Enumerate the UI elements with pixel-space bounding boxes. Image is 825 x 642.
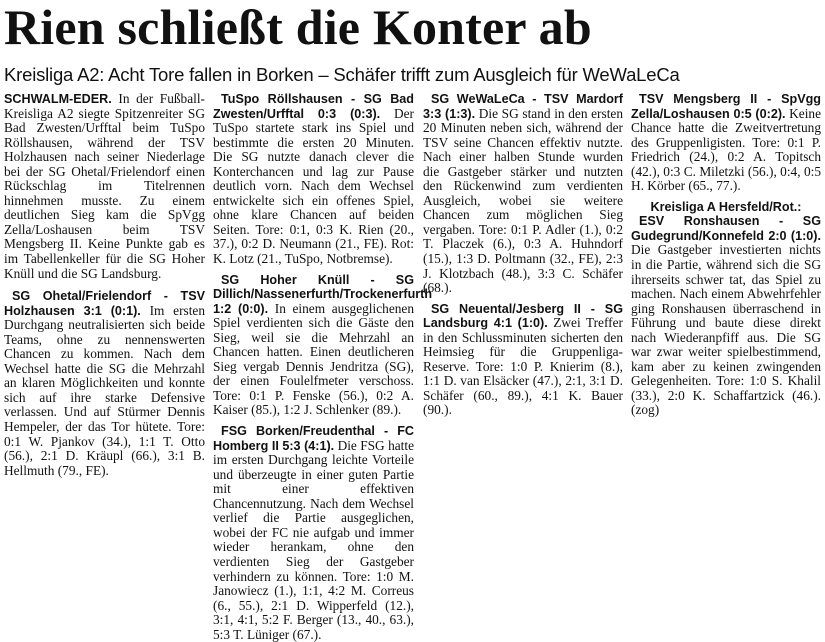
intro-text: In der Fußball-Kreisliga A2 siegte Spitzenreiter SG Bad Zwesten/Urfftal beim TuSpo Röllshausen, während der TSV Holzhausen nach seiner Niederlage bei der SG Ohetal/Frielendorf einen Rückschlag im Titelrennen hinnehmen musste. Zu einem deutlichen Sieg kam die SpVgg Zella/Loshausen beim TSV Mengsberg II. Keine Punkte gab es im Tabellenkeller für die SG Hoher Knüll und die SG Landsburg.: [4, 91, 205, 281]
report-ronshausen: [631, 214, 821, 418]
report-heading: SG Neuental/Jesberg II - SG Landsburg 4:1 (1:0).: [423, 301, 623, 331]
report-heading: SG Ohetal/Frielendorf - TSV Holzhausen 3:1 (0:1).: [4, 289, 205, 318]
report-heading: TSV Mengsberg II - SpVgg Zella/Loshausen 0:5 (0:2).: [631, 92, 821, 121]
column-3: [423, 92, 623, 553]
section-label: [631, 200, 821, 215]
report-text: Die SG stand in den ersten 20 Minuten neben sich, während der TSV seine Chancen effektiv nutzte. Nach einer halben Stunde wurden die Gastgeber stärker und nutzten den Rückenwind zum verdienten Ausgleich, wobei sie weitere Chancen zum möglichen Sieg vergaben. Tore: 0:1 P. Adler (1.), 0:2 T. Placzek (6.), 0:3 A. Huhndorf (15.), 1:3 D. Poltmann (32., FE), 2:3 J. Klotzbach (48.), 3:3 C. Schäfer (68.).: [423, 105, 623, 296]
report-wewaleca: [423, 92, 623, 296]
subheadline: Kreisliga A2: Acht Tore fallen in Borken – Schäfer trifft zum Ausgleich für WeWaLeCa: [4, 64, 680, 85]
dateline: SCHWALM-EDER.: [4, 92, 112, 106]
report-text: In einem ausgeglichenen Spiel verdienten sich die Gäste den Sieg, weil sie die Mehrzahl an Chancen hatten. Einen deutlicheren Sieg vergab Dennis Jendritza (SG), der einen Foulelfmeter verschoss. Tore: 0:1 P. Fenske (56.), 0:2 A. Kaiser (85.), 1:2 J. Schlenker (89.).: [213, 300, 415, 418]
report-heading: FSG Borken/Freudenthal - FC Homberg II 5:3 (4:1).: [213, 424, 414, 453]
report-text: Zwei Treffer in den Schlussminuten sicherten den Heimsieg für die Gruppenliga-Reserve. Tore: 1:0 P. Knierim (8.), 1:1 D. van Elsäcker (47.), 2:1, 3:1 D. Schäfer (60., 89.), 4:1 K. Bauer (90.).: [423, 315, 623, 418]
report-text: Die Gastgeber investierten nichts in die Partie, während sich die SG ihrerseits schwer tat, das Spiel zu machen. Nach einem Abwehrfehler ging Ronshausen überraschend in Führung und baute diese direkt nach Wiederanpfiff aus. Die SG war zwar weiter spielbestimmend, kam aber zu keinen zwingenden Gelegenheiten. Tore: 1:0 S. Khalil (33.), 2:0 K. Schaffartzick (46.). (zog): [631, 242, 821, 418]
report-text: Die FSG hatte im ersten Durchgang leichte Vorteile und überzeugte in einer guten Partie mit einer effektiven Chancennutzung. Nach dem Wechsel verlief die Partie ausgeglichen, wobei der FC nie aufgab und immer wieder herankam, ohne den verdienten Sieg der Gastgeber verhindern zu können. Tore: 1:0 M. Janowiecz (1.), 1:1, 4:2 M. Correus (6., 55.), 2:1 D. Wipperfeld (12.), 3:1, 4:1, 5:2 F. Berger (13., 40., 63.), 5:3 T. Lüniger (67.).: [213, 437, 414, 642]
report-heading: SG Hoher Knüll - SG Dillich/Nassenerfurth/Trockenerfurth 1:2 (0:0).: [213, 272, 433, 316]
report-mengsberg: [631, 92, 821, 194]
headline: Rien schließt die Konter ab: [4, 0, 592, 55]
report-heading: TuSpo Röllshausen - SG Bad Zwesten/Urfftal 0:3 (0:3).: [213, 92, 414, 121]
report-borken: [213, 424, 414, 642]
report-ohetal: [4, 289, 205, 478]
column-1: [4, 92, 205, 553]
column-4: [631, 92, 821, 553]
report-hoher-knuell: [213, 272, 433, 418]
report-text: Keine Chance hatte die Zweitvertretung des Gruppenligisten. Tore: 0:1 P. Friedrich (24.), 0:2 A. Topitsch (42.), 0:3 C. Miletzki (56.), 0:4, 0:5 H. Körber (65., 77.).: [631, 105, 822, 194]
report-heading: SG WeWaLeCa - TSV Mardorf 3:3 (1:3).: [423, 92, 623, 121]
column-2: [213, 92, 433, 642]
report-neuental: [423, 302, 623, 418]
report-roellshausen: [213, 92, 414, 267]
report-text: Im ersten Durchgang neutralisierten sich beide Teams, ohne zu nennenswerten Chancen zu kommen. Nach dem Wechsel hatte die SG die Mehrzahl an klaren Möglichkeiten und konnte sich auf ihre starke Defensive verlassen. Und auf Stürmer Dennis Hempeler, der das Tor hütete. Tore: 0:1 W. Pjankov (34.), 1:1 T. Otto (56.), 2:1 D. Kräupl (66.), 3:1 B. Hellmuth (79., FE).: [4, 302, 206, 478]
report-text: Der TuSpo startete stark ins Spiel und bestimmte die ersten 20 Minuten. Die SG nutzte danach clever die Konterchancen und lag zur Pause deutlich vorn. Nach dem Wechsel entwickelte sich ein offenes Spiel, ohne klare Chancen auf beiden Seiten. Tore: 0:1, 0:3 K. Rien (20., 37.), 0:2 D. Neumann (21., FE). Rot: K. Lotz (21., TuSpo, Notbremse).: [213, 105, 414, 267]
report-heading: ESV Ronshausen - SG Gudegrund/Konnefeld 2:0 (1:0).: [631, 214, 821, 243]
league-label: Kreisliga A Hersfeld/Rot.:: [650, 199, 802, 214]
intro-paragraph: [4, 92, 205, 281]
